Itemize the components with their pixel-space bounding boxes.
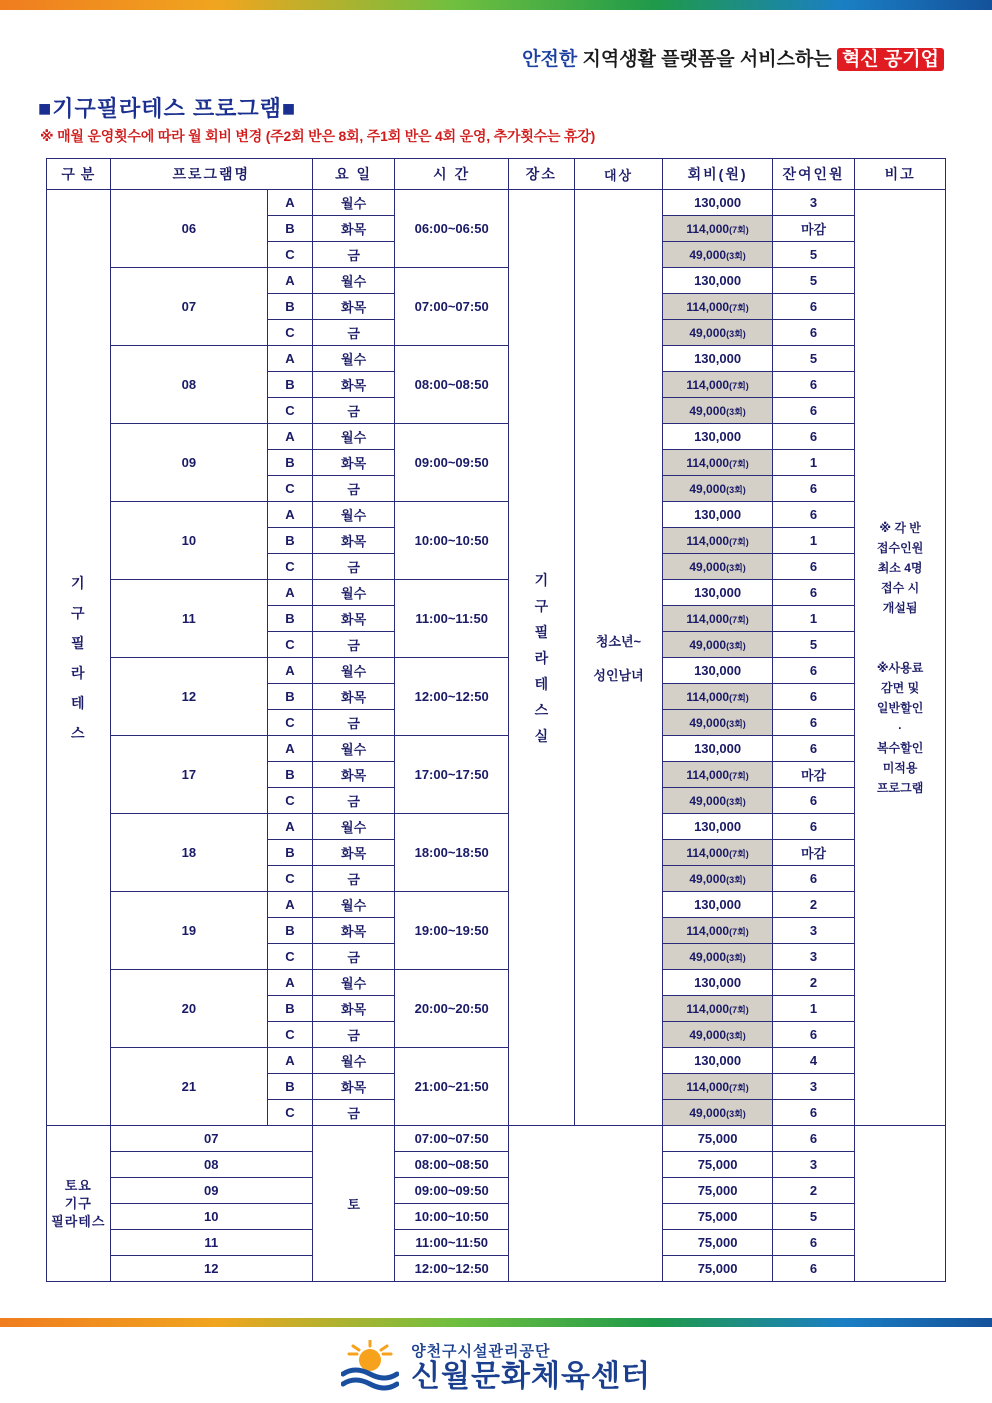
cell-target: 청소년~ 성인남녀 — [574, 190, 663, 1126]
cell-class: B — [268, 684, 313, 710]
cell-day: 월수 — [312, 892, 394, 918]
cell-fee: 49,000(3회) — [663, 944, 773, 970]
cell-time: 08:00~08:50 — [395, 346, 509, 424]
cell-remain: 6 — [772, 788, 854, 814]
cell-remain: 6 — [772, 424, 854, 450]
cell-day: 금 — [312, 632, 394, 658]
cell-class: A — [268, 658, 313, 684]
table-row — [47, 814, 946, 840]
cell-day: 월수 — [312, 268, 394, 294]
cell-day: 화목 — [312, 762, 394, 788]
th-remain: 잔여인원 — [772, 159, 854, 190]
cell-fee: 130,000 — [663, 502, 773, 528]
cell-fee: 114,000(7회) — [663, 216, 773, 242]
cell-remain: 6 — [772, 476, 854, 502]
cell-day: 화목 — [312, 840, 394, 866]
cell-time: 17:00~17:50 — [395, 736, 509, 814]
cell-day: 화목 — [312, 528, 394, 554]
cell-class: A — [268, 346, 313, 372]
sun-wave-logo-icon — [341, 1340, 399, 1392]
th-memo: 비고 — [855, 159, 946, 190]
table-row-saturday — [47, 1152, 946, 1178]
cell-day: 금 — [312, 398, 394, 424]
cell-fee: 49,000(3회) — [663, 242, 773, 268]
footer-org: 양천구시설관리공단 — [411, 1343, 551, 1360]
cell-saturday-label: 토요 기구 필라테스 — [47, 1126, 111, 1282]
table-row-saturday — [47, 1256, 946, 1282]
cell-time: 06:00~06:50 — [395, 190, 509, 268]
cell-remain: 3 — [772, 1074, 854, 1100]
cell-program: 10 — [110, 1204, 312, 1230]
cell-remain: 2 — [772, 970, 854, 996]
cell-remain: 5 — [772, 346, 854, 372]
table-row — [47, 268, 946, 294]
table-row-saturday — [47, 1178, 946, 1204]
cell-memo-empty — [855, 1126, 946, 1282]
cell-fee: 130,000 — [663, 658, 773, 684]
cell-class: B — [268, 606, 313, 632]
table-row — [47, 736, 946, 762]
cell-fee: 49,000(3회) — [663, 866, 773, 892]
cell-fee: 130,000 — [663, 268, 773, 294]
cell-time: 19:00~19:50 — [395, 892, 509, 970]
table-row — [47, 1048, 946, 1074]
cell-day: 월수 — [312, 970, 394, 996]
cell-class: B — [268, 450, 313, 476]
cell-day: 화목 — [312, 1074, 394, 1100]
cell-program: 08 — [110, 346, 267, 424]
cell-day: 월수 — [312, 190, 394, 216]
top-color-bar — [0, 0, 992, 10]
table-header-row — [47, 159, 946, 190]
cell-remain: 5 — [772, 242, 854, 268]
cell-fee: 114,000(7회) — [663, 996, 773, 1022]
cell-class: B — [268, 918, 313, 944]
cell-program: 20 — [110, 970, 267, 1048]
cell-fee: 130,000 — [663, 1048, 773, 1074]
page-note: ※ 매월 운영횟수에 따라 월 회비 변경 (주2회 반은 8회, 주1회 반은 4회 운영, 추가횟수는 휴강) — [40, 128, 596, 144]
header-banner — [0, 44, 992, 78]
cell-class: C — [268, 866, 313, 892]
cell-fee: 75,000 — [663, 1230, 773, 1256]
cell-class: A — [268, 970, 313, 996]
banner-part3: 을 서비스하는 — [716, 49, 832, 70]
cell-class: C — [268, 554, 313, 580]
cell-day: 월수 — [312, 1048, 394, 1074]
cell-remain: 3 — [772, 918, 854, 944]
cell-class: C — [268, 1022, 313, 1048]
cell-day: 화목 — [312, 294, 394, 320]
cell-fee: 49,000(3회) — [663, 788, 773, 814]
cell-class: C — [268, 398, 313, 424]
th-place: 장소 — [508, 159, 574, 190]
table-row — [47, 502, 946, 528]
cell-program: 21 — [110, 1048, 267, 1126]
th-time: 시 간 — [395, 159, 509, 190]
cell-time: 12:00~12:50 — [395, 658, 509, 736]
cell-program: 11 — [110, 1230, 312, 1256]
cell-day: 화목 — [312, 372, 394, 398]
cell-fee: 75,000 — [663, 1126, 773, 1152]
cell-fee: 49,000(3회) — [663, 554, 773, 580]
cell-fee: 130,000 — [663, 736, 773, 762]
cell-fee: 130,000 — [663, 190, 773, 216]
cell-class: A — [268, 424, 313, 450]
cell-remain: 3 — [772, 944, 854, 970]
cell-fee: 114,000(7회) — [663, 294, 773, 320]
table-row-saturday — [47, 1126, 946, 1152]
cell-fee: 49,000(3회) — [663, 1022, 773, 1048]
cell-program: 17 — [110, 736, 267, 814]
cell-fee: 130,000 — [663, 580, 773, 606]
th-target: 대상 — [574, 159, 663, 190]
cell-day: 화목 — [312, 684, 394, 710]
cell-class: A — [268, 736, 313, 762]
cell-remain: 3 — [772, 190, 854, 216]
banner-part1: 안전한 — [522, 49, 578, 70]
schedule-body — [47, 190, 946, 1282]
cell-class: A — [268, 502, 313, 528]
cell-day: 화목 — [312, 996, 394, 1022]
cell-day: 월수 — [312, 580, 394, 606]
cell-remain: 1 — [772, 606, 854, 632]
cell-remain: 3 — [772, 1152, 854, 1178]
cell-remain: 마감 — [772, 840, 854, 866]
cell-fee: 114,000(7회) — [663, 1074, 773, 1100]
cell-remain: 2 — [772, 892, 854, 918]
cell-fee: 49,000(3회) — [663, 398, 773, 424]
banner-part2: 지역생활 플랫폼 — [582, 49, 717, 70]
cell-class: C — [268, 1100, 313, 1126]
cell-day: 금 — [312, 1022, 394, 1048]
cell-remain: 6 — [772, 1100, 854, 1126]
cell-remain: 5 — [772, 1204, 854, 1230]
cell-class: A — [268, 814, 313, 840]
cell-day: 금 — [312, 944, 394, 970]
bottom-color-bar — [0, 1318, 992, 1327]
cell-fee: 49,000(3회) — [663, 710, 773, 736]
cell-time: 12:00~12:50 — [395, 1256, 509, 1282]
cell-fee: 114,000(7회) — [663, 840, 773, 866]
cell-program: 07 — [110, 1126, 312, 1152]
cell-time: 07:00~07:50 — [395, 268, 509, 346]
cell-time: 09:00~09:50 — [395, 424, 509, 502]
cell-fee: 75,000 — [663, 1178, 773, 1204]
cell-time: 21:00~21:50 — [395, 1048, 509, 1126]
cell-remain: 6 — [772, 658, 854, 684]
table-row — [47, 346, 946, 372]
cell-class: C — [268, 242, 313, 268]
cell-remain: 6 — [772, 320, 854, 346]
table-row-saturday — [47, 1204, 946, 1230]
cell-fee: 49,000(3회) — [663, 320, 773, 346]
cell-memo: ※ 각 반 접수인원 최소 4명 접수 시 개설됨 ※사용료 감면 및 일반할인 · 복수할인 미적용 프로그램 — [855, 190, 946, 1126]
cell-remain: 6 — [772, 294, 854, 320]
cell-remain: 마감 — [772, 762, 854, 788]
cell-program: 09 — [110, 424, 267, 502]
cell-class: C — [268, 788, 313, 814]
cell-remain: 6 — [772, 814, 854, 840]
cell-remain: 6 — [772, 1230, 854, 1256]
cell-program: 18 — [110, 814, 267, 892]
cell-fee: 130,000 — [663, 970, 773, 996]
cell-class: A — [268, 892, 313, 918]
cell-time: 08:00~08:50 — [395, 1152, 509, 1178]
cell-class: B — [268, 528, 313, 554]
cell-day: 월수 — [312, 658, 394, 684]
cell-day: 월수 — [312, 424, 394, 450]
cell-class: C — [268, 944, 313, 970]
cell-remain: 1 — [772, 528, 854, 554]
cell-fee: 130,000 — [663, 814, 773, 840]
schedule-table — [46, 158, 946, 1282]
cell-program: 11 — [110, 580, 267, 658]
cell-class: B — [268, 996, 313, 1022]
cell-class: A — [268, 1048, 313, 1074]
cell-remain: 2 — [772, 1178, 854, 1204]
cell-day: 월수 — [312, 814, 394, 840]
cell-remain: 6 — [772, 1022, 854, 1048]
page-title: ■기구필라테스 프로그램■ — [38, 96, 297, 121]
cell-fee: 130,000 — [663, 346, 773, 372]
cell-remain: 6 — [772, 684, 854, 710]
cell-class: A — [268, 268, 313, 294]
cell-remain: 6 — [772, 580, 854, 606]
cell-fee: 130,000 — [663, 424, 773, 450]
cell-time: 18:00~18:50 — [395, 814, 509, 892]
cell-day: 금 — [312, 476, 394, 502]
cell-remain: 5 — [772, 632, 854, 658]
cell-remain: 6 — [772, 736, 854, 762]
cell-day: 금 — [312, 866, 394, 892]
cell-time: 11:00~11:50 — [395, 1230, 509, 1256]
cell-class: A — [268, 580, 313, 606]
cell-time: 11:00~11:50 — [395, 580, 509, 658]
cell-day: 월수 — [312, 502, 394, 528]
cell-program: 12 — [110, 1256, 312, 1282]
cell-place-target — [508, 1126, 662, 1282]
footer — [0, 1340, 992, 1397]
table-row — [47, 190, 946, 216]
cell-fee: 75,000 — [663, 1152, 773, 1178]
cell-place: 기 구 필 라 테 스 실 — [508, 190, 574, 1126]
cell-fee: 114,000(7회) — [663, 450, 773, 476]
table-row — [47, 970, 946, 996]
cell-day: 화목 — [312, 216, 394, 242]
cell-fee: 75,000 — [663, 1204, 773, 1230]
cell-remain: 6 — [772, 1126, 854, 1152]
cell-day: 금 — [312, 554, 394, 580]
cell-program: 07 — [110, 268, 267, 346]
cell-class: C — [268, 320, 313, 346]
cell-day: 금 — [312, 788, 394, 814]
cell-class: B — [268, 216, 313, 242]
cell-class: B — [268, 372, 313, 398]
cell-fee: 49,000(3회) — [663, 1100, 773, 1126]
cell-remain: 6 — [772, 398, 854, 424]
cell-category: 기 구 필 라 테 스 — [47, 190, 111, 1126]
cell-program: 19 — [110, 892, 267, 970]
cell-fee: 130,000 — [663, 892, 773, 918]
th-fee: 회비(원) — [663, 159, 773, 190]
cell-day: 토 — [312, 1126, 394, 1282]
th-program: 프로그램명 — [110, 159, 312, 190]
cell-program: 10 — [110, 502, 267, 580]
cell-fee: 114,000(7회) — [663, 606, 773, 632]
cell-time: 09:00~09:50 — [395, 1178, 509, 1204]
cell-program: 06 — [110, 190, 267, 268]
cell-fee: 49,000(3회) — [663, 476, 773, 502]
cell-day: 금 — [312, 320, 394, 346]
cell-remain: 1 — [772, 450, 854, 476]
cell-remain: 5 — [772, 268, 854, 294]
cell-day: 화목 — [312, 918, 394, 944]
cell-class: B — [268, 1074, 313, 1100]
cell-program: 09 — [110, 1178, 312, 1204]
cell-class: C — [268, 476, 313, 502]
cell-remain: 마감 — [772, 216, 854, 242]
cell-fee: 114,000(7회) — [663, 528, 773, 554]
cell-time: 20:00~20:50 — [395, 970, 509, 1048]
cell-remain: 4 — [772, 1048, 854, 1074]
cell-day: 월수 — [312, 736, 394, 762]
table-row — [47, 892, 946, 918]
cell-day: 금 — [312, 1100, 394, 1126]
cell-day: 금 — [312, 710, 394, 736]
table-row — [47, 658, 946, 684]
cell-class: A — [268, 190, 313, 216]
cell-class: C — [268, 632, 313, 658]
cell-remain: 6 — [772, 1256, 854, 1282]
cell-time: 10:00~10:50 — [395, 1204, 509, 1230]
footer-name: 신월문화체육센터 — [411, 1360, 651, 1393]
cell-fee: 114,000(7회) — [663, 684, 773, 710]
cell-class: B — [268, 762, 313, 788]
table-row — [47, 580, 946, 606]
cell-day: 화목 — [312, 606, 394, 632]
table-row — [47, 424, 946, 450]
cell-day: 화목 — [312, 450, 394, 476]
cell-fee: 114,000(7회) — [663, 372, 773, 398]
cell-remain: 6 — [772, 710, 854, 736]
cell-remain: 1 — [772, 996, 854, 1022]
th-day: 요 일 — [312, 159, 394, 190]
cell-day: 금 — [312, 242, 394, 268]
cell-program: 12 — [110, 658, 267, 736]
banner-part4: 혁신 공기업 — [837, 48, 944, 71]
cell-fee: 114,000(7회) — [663, 918, 773, 944]
table-row-saturday — [47, 1230, 946, 1256]
cell-class: C — [268, 710, 313, 736]
cell-remain: 6 — [772, 866, 854, 892]
cell-day: 월수 — [312, 346, 394, 372]
cell-remain: 6 — [772, 554, 854, 580]
cell-program: 08 — [110, 1152, 312, 1178]
cell-remain: 6 — [772, 372, 854, 398]
cell-class: B — [268, 840, 313, 866]
cell-time: 10:00~10:50 — [395, 502, 509, 580]
cell-time: 07:00~07:50 — [395, 1126, 509, 1152]
th-category: 구 분 — [47, 159, 111, 190]
cell-fee: 75,000 — [663, 1256, 773, 1282]
cell-class: B — [268, 294, 313, 320]
cell-remain: 6 — [772, 502, 854, 528]
cell-fee: 114,000(7회) — [663, 762, 773, 788]
cell-fee: 49,000(3회) — [663, 632, 773, 658]
